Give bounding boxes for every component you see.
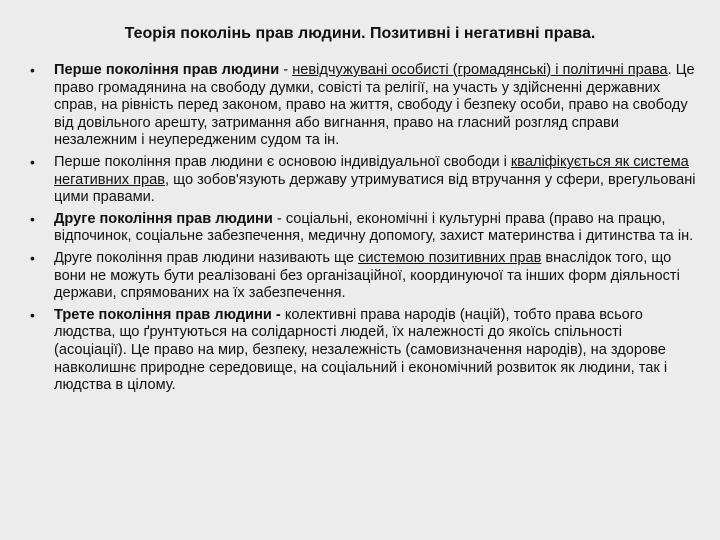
bullet-icon: • (30, 210, 35, 227)
item-2-underlined: кваліфікується як система негативних прав (54, 153, 689, 188)
item-4-text-end: внаслідок того, що вони не можуть бути реалізовані без організаційної, координуючої та інших форм діяльності держави, спрямованих на їх забезпечення. (54, 249, 680, 302)
item-2-text-start: Перше покоління прав людини є основою індивідуальної свободи і (54, 153, 511, 170)
item-3-text: - соціальні, економічні і культурні права (право на працю, відпочинок, соціальне забезпечення, медичну допомогу, захист материнства і дитинства та ін. (54, 210, 694, 245)
item-5-text: колективні права народів (націй), тобто права всього людства, що ґрунтуються на солідарності людей, їх належності до якоїсь спільності (асоціації). Це право на мир, безпеку, незалежність (самовизначення народів), на здорове навколишнє природне середовище, на соціальний і економічний розвиток як людини, так і людства в цілому. (54, 306, 668, 394)
list-item-1 (30, 62, 696, 150)
bullet-icon: • (30, 306, 35, 323)
item-1-term: Перше покоління прав людини (54, 62, 280, 78)
list-item-3 (30, 211, 696, 246)
item-1-text: . Це право громадянина на свободу думки, совісті та релігії, на участь у здійсненні державних справ, на рівність перед законом, право на життя, свободу і безпеку особи, право на свободу від довільного арешту, затримання або вигнання, право на гласний розгляд справи незалежним і неупередженим судом та ін. (54, 62, 695, 149)
item-1-underlined: невідчужувані особисті (громадянські) і політичні права (292, 62, 668, 78)
item-4-text-start: Друге покоління прав людини називають ще (54, 249, 359, 266)
bullet-list (30, 62, 696, 399)
item-2-text-end: , що зобов'язують державу утримуватися від втручання у сфери, врегульовані цими правами. (54, 171, 696, 206)
item-1-dash: - (279, 62, 293, 78)
bullet-icon: • (30, 249, 35, 266)
item-5-term: Трете покоління прав людини - (54, 306, 281, 323)
item-4-underlined: системою позитивних прав (358, 249, 542, 266)
list-item-5 (30, 307, 696, 395)
list-item-4 (30, 250, 696, 303)
bullet-icon: • (30, 153, 35, 170)
list-item-2 (30, 154, 696, 207)
page-title: Теорія поколінь прав людини. Позитивні і негативні права. (124, 25, 596, 42)
item-3-term: Друге покоління прав людини (54, 210, 273, 227)
bullet-icon: • (30, 62, 35, 78)
